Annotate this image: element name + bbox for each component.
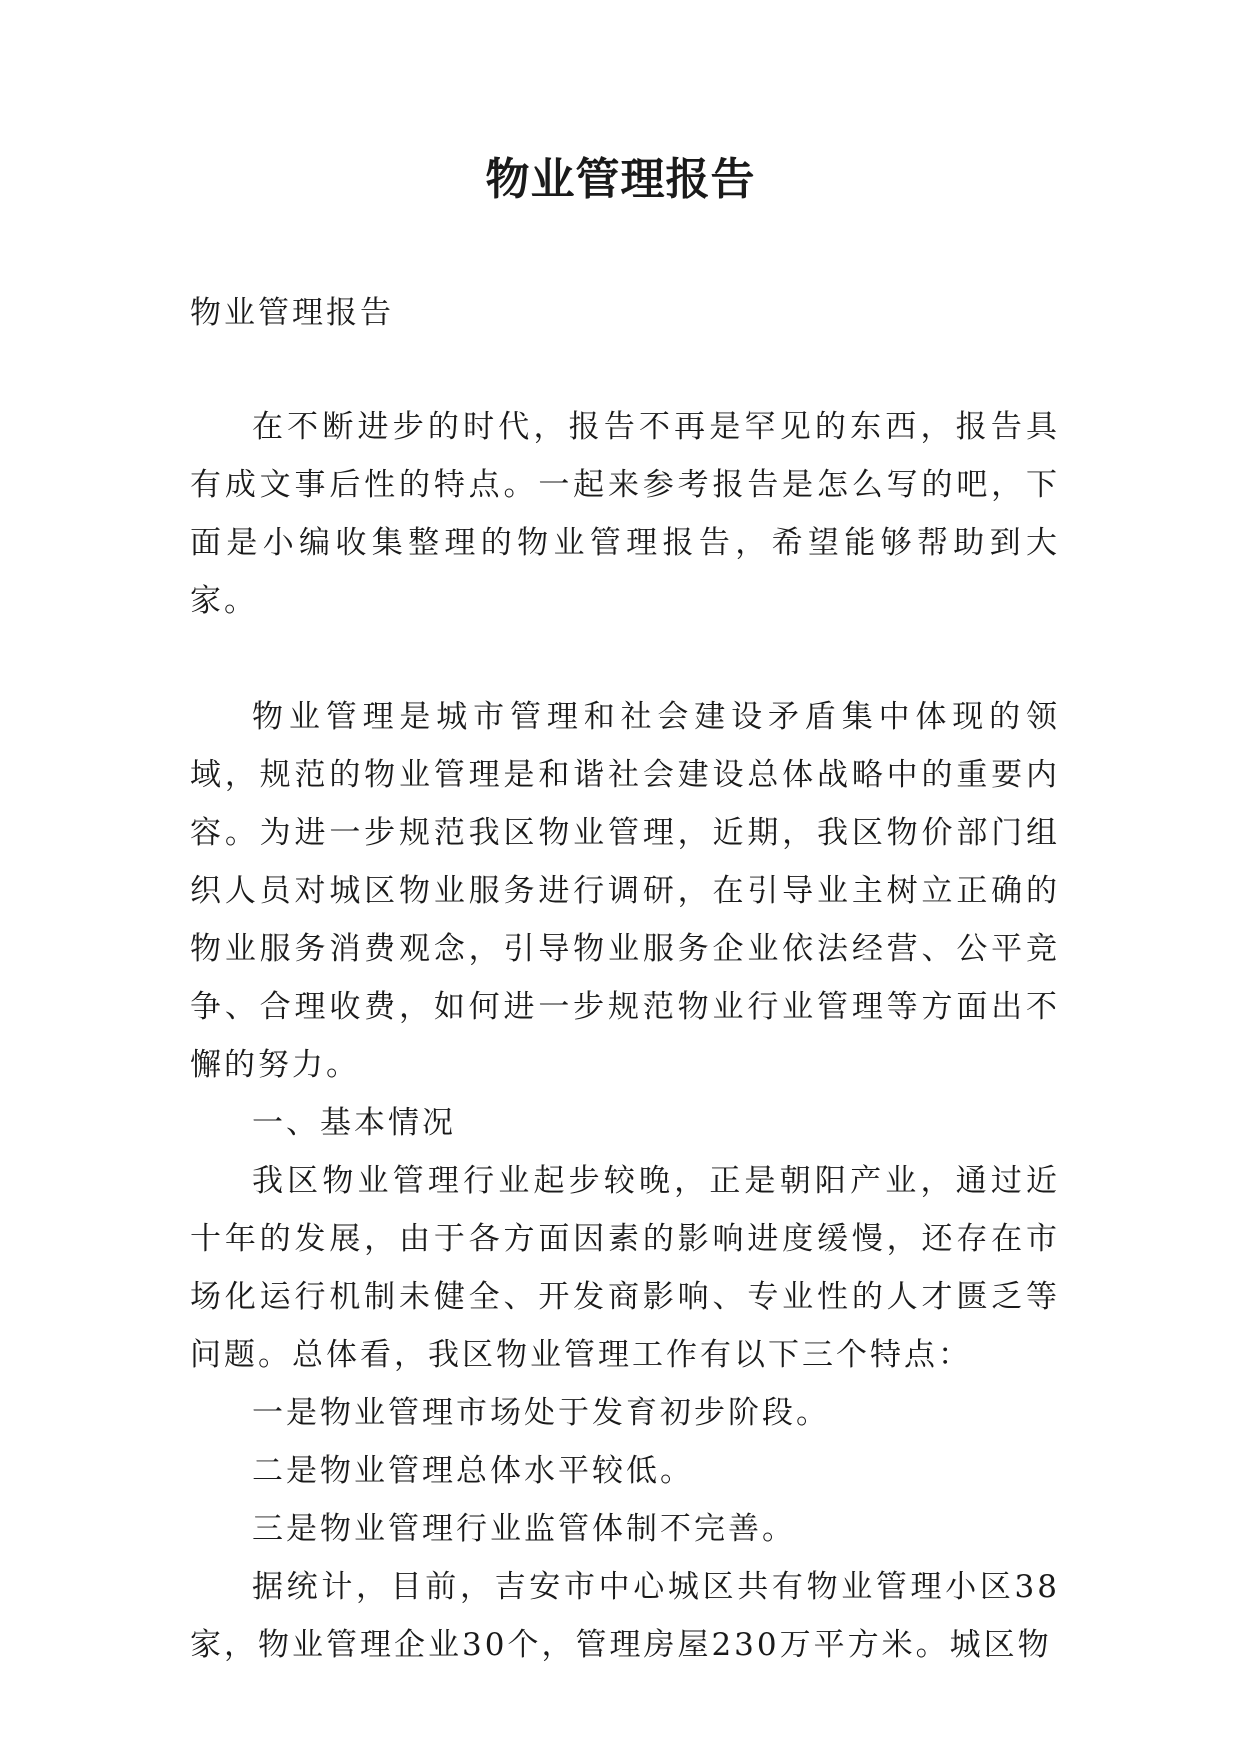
document-body	[190, 284, 1060, 1674]
feature-item-1: 一是物业管理市场处于发育初步阶段。	[252, 1395, 830, 1431]
body-paragraph-overview: 物业管理是城市管理和社会建设矛盾集中体现的领域，规范的物业管理是和谐社会建设总体战略中的重要内容。为进一步规范我区物业管理，近期，我区物价部门组织人员对城区物业服务进行调研，在引导业主树立正确的物业服务消费观念，引导物业服务企业依法经营、公平竞争、合理收费，如何进一步规范物业行业管理等方面出不懈的努力。	[190, 699, 1060, 1083]
body-paragraph-statistics: 据统计，目前，吉安市中心城区共有物业管理小区38家，物业管理企业30个，管理房屋230万平方米。城区物	[190, 1569, 1060, 1663]
body-paragraph-background: 我区物业管理行业起步较晚，正是朝阳产业，通过近十年的发展，由于各方面因素的影响进度缓慢，还存在市场化运行机制未健全、开发商影响、专业性的人才匮乏等问题。总体看，我区物业管理工作有以下三个特点：	[190, 1163, 1060, 1373]
feature-item-2: 二是物业管理总体水平较低。	[252, 1453, 694, 1489]
feature-item-3: 三是物业管理行业监管体制不完善。	[252, 1511, 796, 1547]
document-title: 物业管理报告	[485, 154, 756, 205]
intro-paragraph: 在不断进步的时代，报告不再是罕见的东西，报告具有成文事后性的特点。一起来参考报告是怎么写的吧，下面是小编收集整理的物业管理报告，希望能够帮助到大家。	[190, 409, 1060, 619]
section-heading-basic-situation: 一、基本情况	[252, 1105, 456, 1141]
document-subtitle: 物业管理报告	[190, 295, 394, 331]
